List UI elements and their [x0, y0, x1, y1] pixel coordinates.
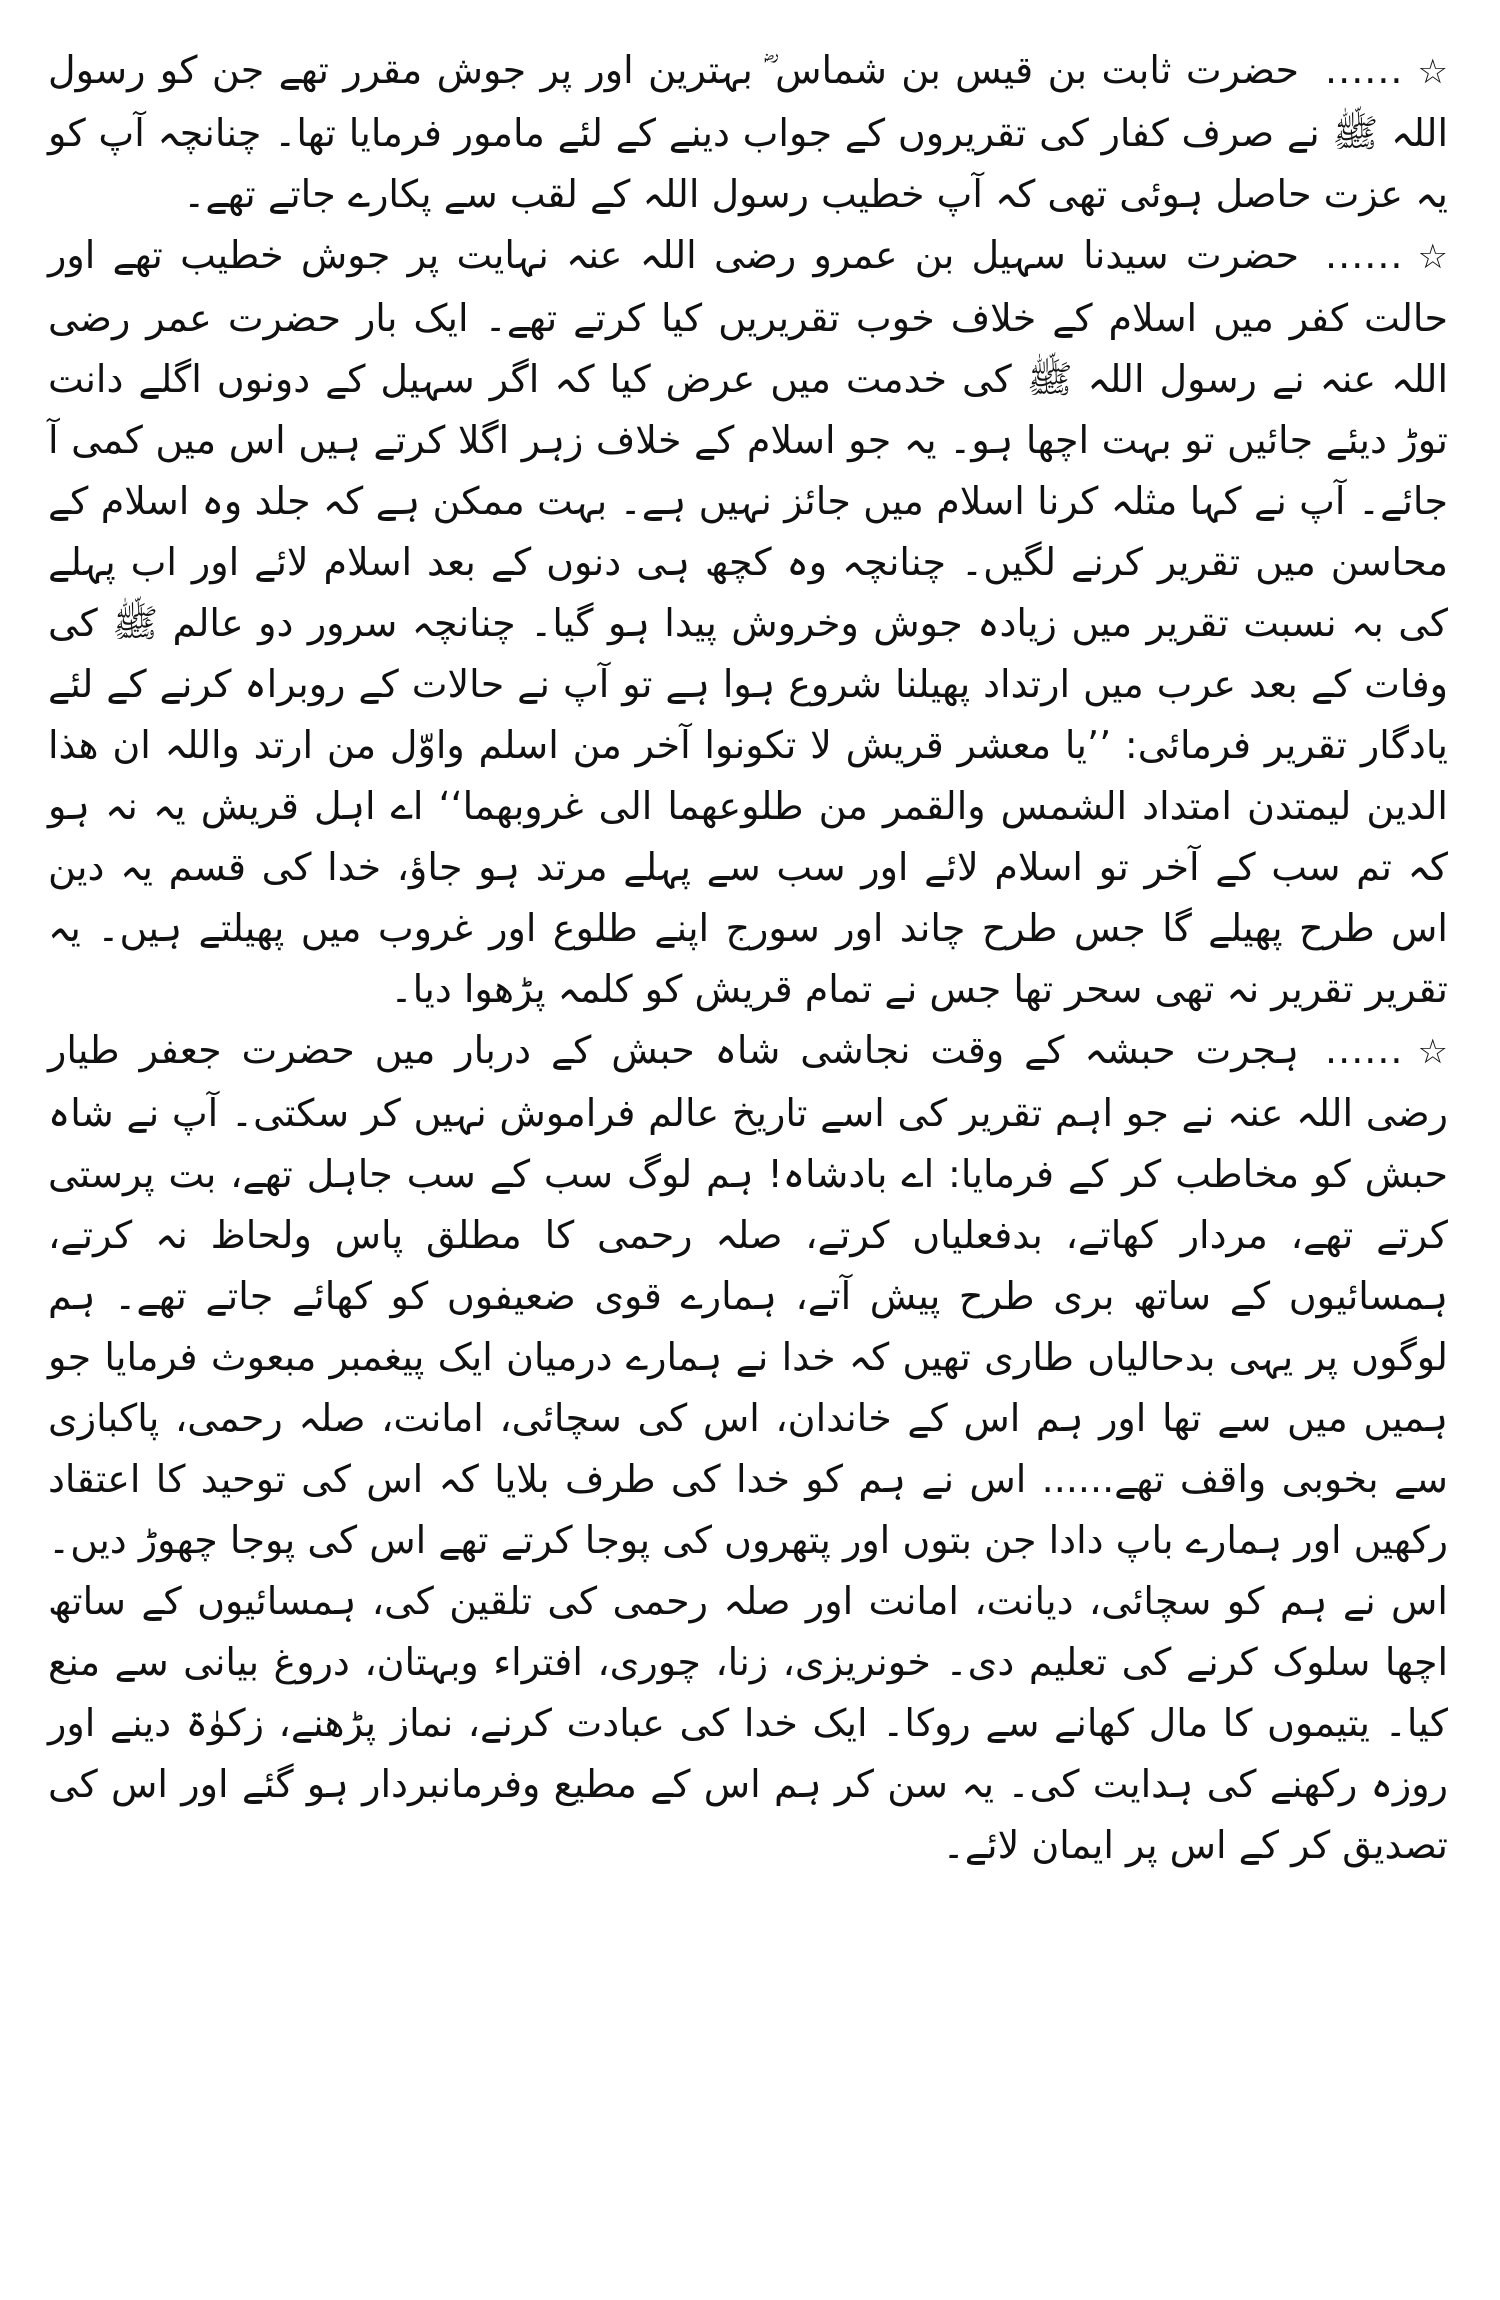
paragraph-text: حضرت ثابت بن قیس بن شماس ؓ بہترین اور پر جوش مقرر تھے جن کو رسول اللہ ﷺ نے صرف کفار کی تقریروں کے جواب دینے کے لئے مامور فرمایا تھا۔ چنانچہ آپ کو یہ عزت حاصل ہوئی تھی کہ آپ خطیب رسول اللہ کے لقب سے پکارے جاتے تھے۔ — [48, 48, 1448, 216]
paragraph-text: حضرت سیدنا سہیل بن عمرو رضی اللہ عنہ نہایت پر جوش خطیب تھے اور حالت کفر میں اسلام کے خلاف خوب تقریریں کیا کرتے تھے۔ ایک بار حضرت عمر رضی اللہ عنہ نے رسول اللہ ﷺ کی خدمت میں عرض کیا کہ اگر سہیل کے دونوں اگلے دانت توڑ دیئے جائیں تو بہت اچھا ہو۔ یہ جو اسلام کے خلاف زہر اگلا کرتے ہیں اس میں کمی آ جائے۔ آپ نے کہا مثلہ کرنا اسلام میں جائز نہیں ہے۔ بہت ممکن ہے کہ جلد وہ اسلام کے محاسن میں تقریر کرنے لگیں۔ چنانچہ وہ کچھ ہی دنوں کے بعد اسلام لائے اور اب پہلے کی بہ نسبت تقریر میں زیادہ جوش وخروش پیدا ہو گیا۔ چنانچہ سرور دو عالم ﷺ کی وفات کے بعد عرب میں ارتداد پھیلنا شروع ہوا ہے تو آپ نے حالات کے روبراہ کرنے کے لئے یادگار تقریر فرمائی: ’’یا معشر قریش لا تکونوا آخر من اسلم واوّل من ارتد واللہ ان ھذا الدین لیمتدن امتداد الشمس والقمر من طلوعھما الی غروبھما‘‘ اے اہل قریش یہ نہ ہو کہ تم سب کے آخر تو اسلام لائے اور سب سے پہلے مرتد ہو جاؤ، خدا کی قسم یہ دین اس طرح پھیلے گا جس طرح چاند اور سورج اپنے طلوع اور غروب میں پھیلتے ہیں۔ یہ تقریر تقریر نہ تھی سحر تھا جس نے تمام قریش کو کلمہ پڑھوا دیا۔ — [48, 233, 1448, 1011]
paragraph-jafar-tayyar — [48, 1020, 1448, 1876]
leader-dots: ...... — [1325, 1028, 1404, 1072]
article-body — [48, 40, 1448, 1876]
leader-dots: ...... — [1325, 48, 1404, 92]
paragraph-suhail-bin-amr — [48, 225, 1448, 1020]
star-bullet-icon: ☆ — [1417, 237, 1448, 277]
star-bullet-icon: ☆ — [1417, 52, 1448, 92]
star-bullet-icon: ☆ — [1417, 1032, 1448, 1072]
paragraph-text: ہجرت حبشہ کے وقت نجاشی شاہ حبش کے دربار میں حضرت جعفر طیار رضی اللہ عنہ نے جو اہم تقریر کی اسے تاریخ عالم فراموش نہیں کر سکتی۔ آپ نے شاہ حبش کو مخاطب کر کے فرمایا: اے بادشاہ! ہم لوگ سب کے سب جاہل تھے، بت پرستی کرتے تھے، مردار کھاتے، بدفعلیاں کرتے، صلہ رحمی کا مطلق پاس ولحاظ نہ کرتے، ہمسائیوں کے ساتھ بری طرح پیش آتے، ہمارے قوی ضعیفوں کو کھائے جاتے تھے۔ ہم لوگوں پر یہی بدحالیاں طاری تھیں کہ خدا نے ہمارے درمیان ایک پیغمبر مبعوث فرمایا جو ہمیں میں سے تھا اور ہم اس کے خاندان، اس کی سچائی، امانت، صلہ رحمی، پاکبازی سے بخوبی واقف تھے...... اس نے ہم کو خدا کی طرف بلایا کہ اس کی توحید کا اعتقاد رکھیں اور ہمارے باپ دادا جن بتوں اور پتھروں کی پوجا کرتے تھے اس کی پوجا چھوڑ دیں۔ اس نے ہم کو سچائی، دیانت، امانت اور صلہ رحمی کی تلقین کی، ہمسائیوں کے ساتھ اچھا سلوک کرنے کی تعلیم دی۔ خونریزی، زنا، چوری، افتراء وبہتان، دروغ بیانی سے منع کیا۔ یتیموں کا مال کھانے سے روکا۔ ایک خدا کی عبادت کرنے، نماز پڑھنے، زکوٰۃ دینے اور روزہ رکھنے کی ہدایت کی۔ یہ سن کر ہم اس کے مطیع وفرمانبردار ہو گئے اور اس کی تصدیق کر کے اس پر ایمان لائے۔ — [48, 1028, 1448, 1867]
paragraph-thabit-bin-qais — [48, 40, 1448, 225]
leader-dots: ...... — [1325, 233, 1404, 277]
